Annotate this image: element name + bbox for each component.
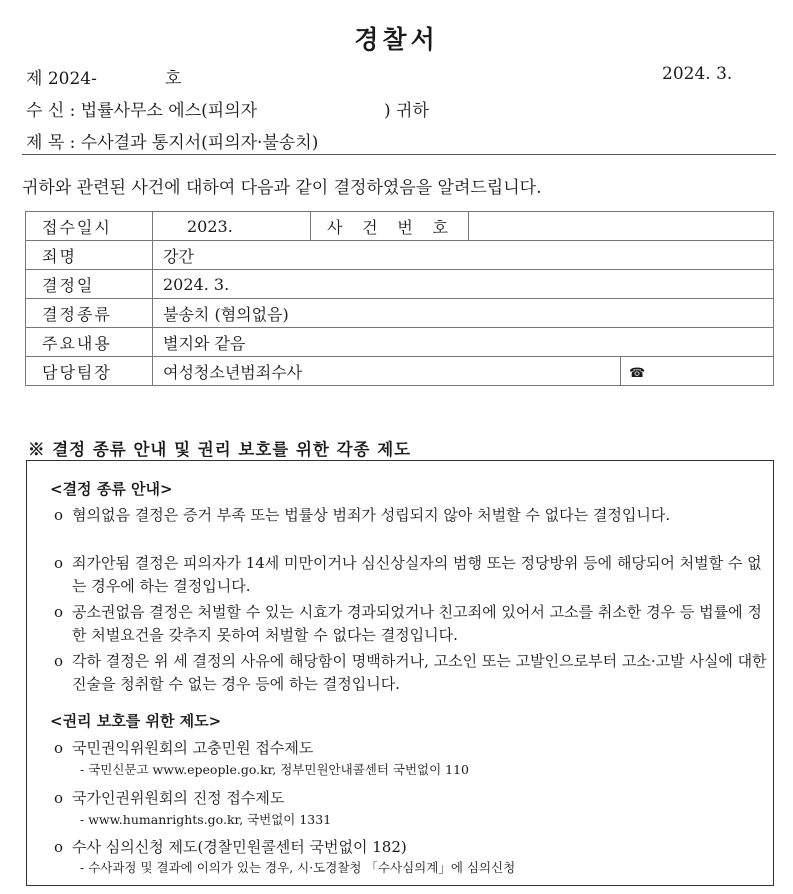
decision-date-value: 2024. 3. bbox=[153, 270, 774, 299]
list-item: o 혐의없음 결정은 증거 부족 또는 법률상 범죄가 성립되지 않아 처벌할 수 없다는 결정입니다. bbox=[72, 504, 772, 527]
header-divider bbox=[22, 154, 776, 155]
table-row bbox=[26, 241, 774, 270]
charge-value: 강간 bbox=[153, 241, 774, 270]
bullet-icon: o bbox=[54, 838, 64, 856]
team-value: 여성청소년범죄수사 bbox=[153, 357, 621, 386]
recipient: 수 신 : 법률사무소 에스(피의자 bbox=[26, 101, 258, 121]
rights-heading: <권리 보호를 위한 제도> bbox=[50, 712, 222, 730]
table-row bbox=[26, 328, 774, 357]
table-row bbox=[26, 270, 774, 299]
receipt-value: 2023. bbox=[153, 212, 311, 241]
bullet-icon: o bbox=[54, 554, 64, 572]
table-row bbox=[26, 299, 774, 328]
phone-cell bbox=[621, 357, 774, 386]
decision-type-label: 결정종류 bbox=[26, 299, 153, 328]
case-number-label: 사 건 번 호 bbox=[311, 212, 469, 241]
rights-detail: - 국민신문고 www.epeople.go.kr, 정부민원안내콜센터 국번없이 110 bbox=[80, 762, 470, 777]
content-label: 주요내용 bbox=[26, 328, 153, 357]
page-title: 경찰서 bbox=[354, 25, 439, 54]
list-item: o 각하 결정은 위 세 결정의 사유에 해당함이 명백하거나, 고소인 또는 고발인으로부터 고소·고발 사실에 대한 진술을 청취할 수 없는 경우 등에 하는 결정입니다. bbox=[54, 652, 767, 693]
recipient-suffix: ) 귀하 bbox=[384, 101, 429, 121]
decision-types-heading: <결정 종류 안내> bbox=[50, 480, 173, 498]
bullet-icon: o bbox=[54, 652, 64, 670]
list-item: o 국민권익위원회의 고충민원 접수제도 bbox=[72, 737, 772, 760]
document-number-suffix: 호 bbox=[165, 69, 182, 89]
bullet-icon: o bbox=[54, 739, 64, 757]
decision-type-value: 불송치 (혐의없음) bbox=[153, 299, 774, 328]
phone-icon: ☎ bbox=[629, 365, 646, 381]
charge-label: 죄명 bbox=[26, 241, 153, 270]
table-row bbox=[26, 212, 774, 241]
intro-text: 귀하와 관련된 사건에 대하여 다음과 같이 결정하였음을 알려드립니다. bbox=[22, 178, 542, 198]
rights-detail: - www.humanrights.go.kr, 국번없이 1331 bbox=[80, 812, 332, 827]
rights-detail: - 수사과정 및 결과에 이의가 있는 경우, 시·도경찰청 「수사심의계」에 심의신청 bbox=[80, 860, 516, 875]
case-info-table bbox=[25, 211, 774, 386]
case-number-value bbox=[469, 212, 774, 241]
bullet-icon: o bbox=[54, 506, 64, 524]
table-row bbox=[26, 357, 774, 386]
receipt-label: 접수일시 bbox=[26, 212, 153, 241]
notice-heading: ※ 결정 종류 안내 및 권리 보호를 위한 각종 제도 bbox=[28, 440, 412, 459]
document-date: 2024. 3. bbox=[662, 64, 733, 84]
list-item: o 수사 심의신청 제도(경찰민원콜센터 국번없이 182) bbox=[72, 836, 772, 859]
bullet-icon: o bbox=[54, 603, 64, 621]
content-value: 별지와 같음 bbox=[153, 328, 774, 357]
bullet-icon: o bbox=[54, 789, 64, 807]
subject: 제 목 : 수사결과 통지서(피의자·불송치) bbox=[26, 133, 319, 153]
team-label: 담당팀장 bbox=[26, 357, 153, 386]
list-item: o 죄가안됨 결정은 피의자가 14세 미만이거나 심신상실자의 범행 또는 정당방위 등에 해당되어 처벌할 수 없는 경우에 하는 결정입니다. bbox=[54, 554, 762, 595]
list-item: o 국가인권위원회의 진정 접수제도 bbox=[72, 787, 772, 810]
list-item: o 공소권없음 결정은 처벌할 수 있는 시효가 경과되었거나 친고죄에 있어서 고소를 취소한 경우 등 법률에 정한 처벌요건을 갖추지 못하여 처벌할 수 없다는 결정입니다. bbox=[54, 603, 762, 644]
decision-date-label: 결정일 bbox=[26, 270, 153, 299]
document-number: 제 2024- bbox=[26, 69, 97, 89]
